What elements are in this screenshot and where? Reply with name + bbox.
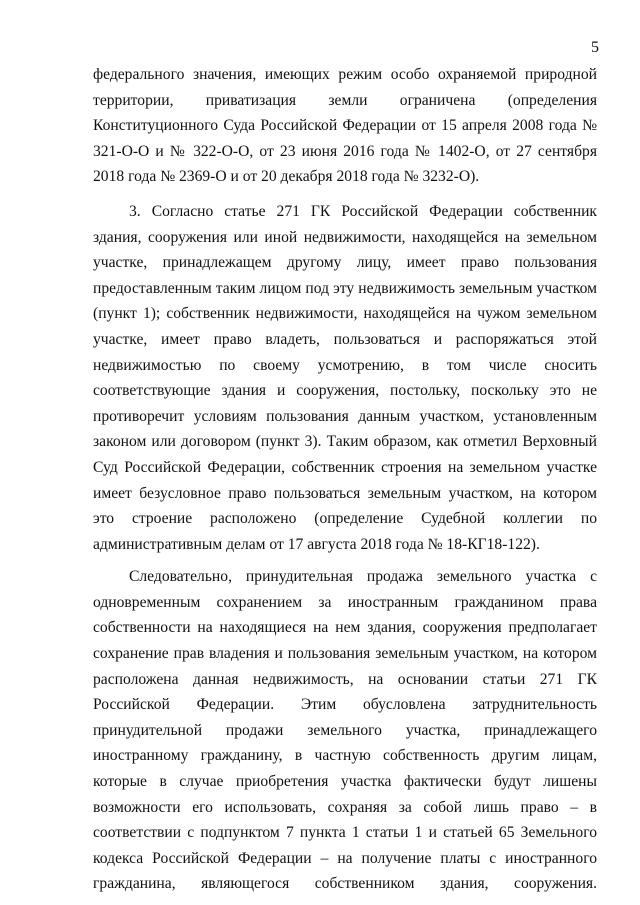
paragraph-article-271: 3. Согласно статье 271 ГК Российской Федерации собственник здания, сооружения или иной недвижимости, находящейся на земельном участке, принадлежащем другому лицу, имеет право пользования предоставленным таким лицом под эту недвижимость земельным участком (пункт 1); собственник недвижимости, находящейся на чужом земельном участке, имеет право владеть, пользоваться и распоряжаться этой недвижимостью по своему усмотрению, в том числе сносить соответствующие здания и сооружения, постольку, поскольку это не противоречит условиям пользования данным участком, установленным законом или договором (пункт 3). Таким образом, как отметил Верховный Суд Российской Федерации, собственник строения на земельном участке имеет безусловное право пользоваться земельным участком, на котором это строение расположено (определение Судебной коллегии по административным делам от 17 августа 2018 года № 18-КГ18-122).	[93, 202, 597, 553]
paragraph-continued: федерального значения, имеющих режим особо охраняемой природной территории, приватизация земли ограничена (определения Конституционного Суда Российской Федерации от 15 апреля 2008 года № 321-О-О и № 322-О-О, от 23 июня 2016 года № 1402-О, от 27 сентября 2018 года № 2369-О и от 20 декабря 2018 года № 3232-О).	[93, 66, 597, 186]
paragraph-conclusion: Следовательно, принудительная продажа земельного участка с одновременным сохранением за иностранным гражданином права собственности на находящиеся на нем здания, сооружения предполагает сохранение прав владения и пользования земельным участком, на котором расположена данная недвижимость, на основании статьи 271 ГК Российской Федерации. Этим обусловлена затруднительность принудительной продажи земельного участка, принадлежащего иностранному гражданину, в частную собственность другим лицам, которые в случае приобретения участка фактически будут лишены возможности его использовать, сохраняя за собой лишь право – в соответствии с подпунктом 7 пункта 1 статьи 1 и статьей 65 Земельного кодекса Российской Федерации – на получение платы с иностранного гражданина, являющегося собственником здания, сооружения.	[93, 568, 597, 893]
page-number: 5	[591, 39, 599, 56]
body-text	[93, 62, 597, 897]
